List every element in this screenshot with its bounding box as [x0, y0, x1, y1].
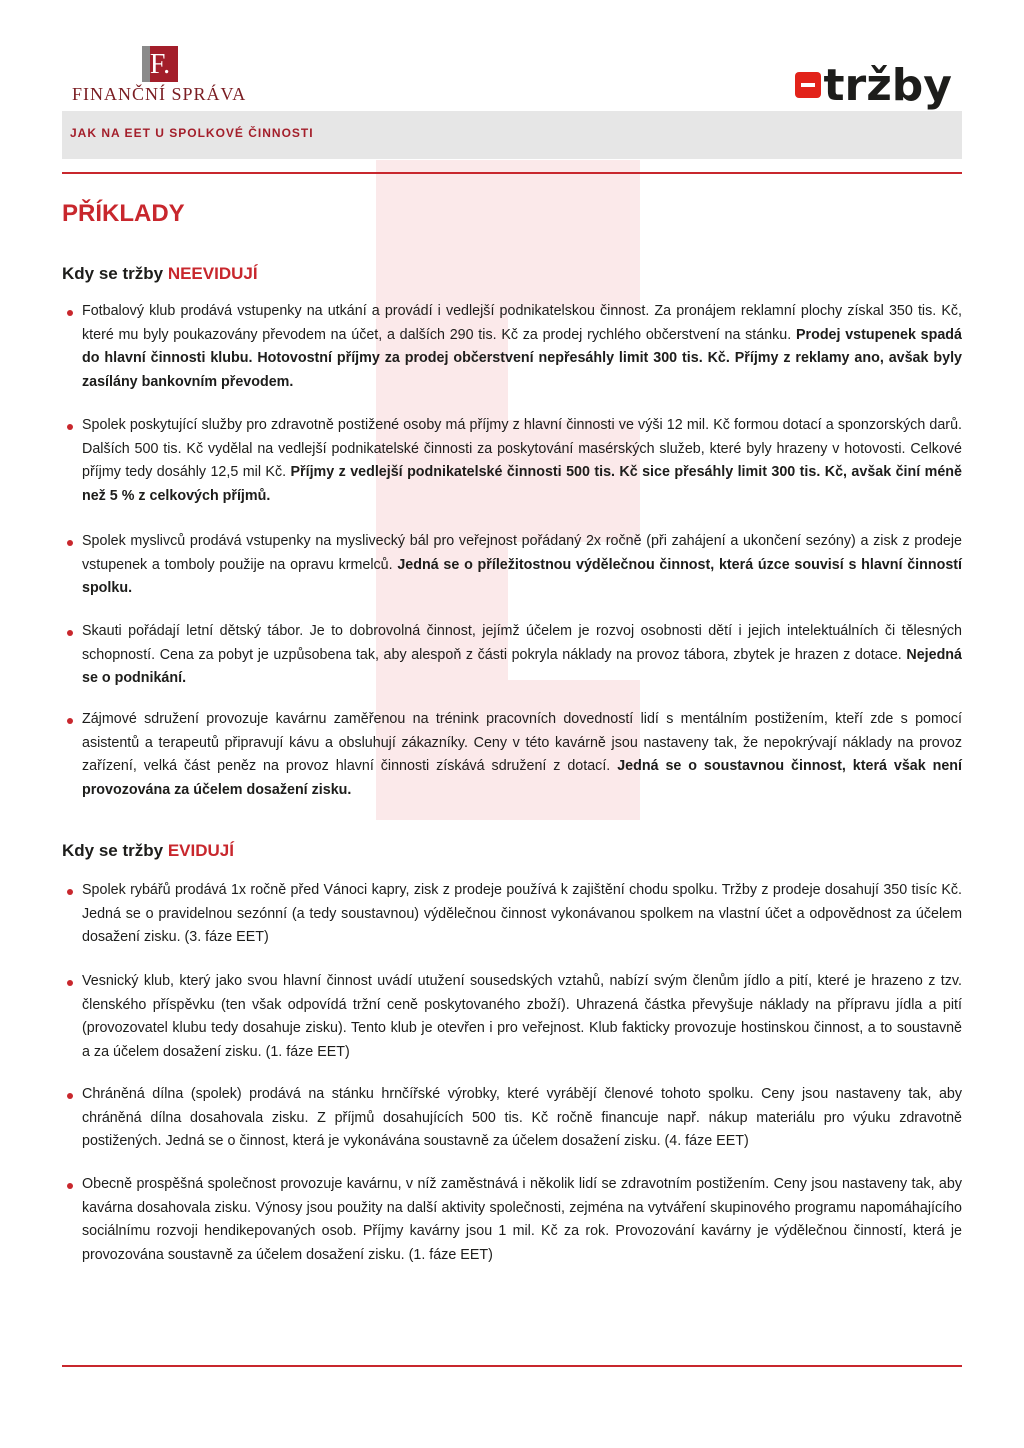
etrzby-logo-text: tržby — [823, 60, 952, 111]
heading-neeviduji: Kdy se tržby NEEVIDUJÍ — [62, 264, 258, 283]
list-item: Skauti pořádají letní dětský tábor. Je to dobrovolná činnost, jejímž účelem je rozvoj osobnosti dětí i jejich intelektuálních či tělesných schopností. Cena za pobyt je uzpůsobena tak, aby alespoň z části pokryla náklady na provoz tábora, zbytek je hrazen z dotace. Nejedná se o podnikání. — [82, 620, 962, 691]
list-item: Fotbalový klub prodává vstupenky na utkání a provádí i vedlejší podnikatelskou činnost. Za pronájem reklamní plochy získal 350 tis. Kč, které mu byly poukazovány převodem na účet, a dalších 290 tis. Kč za prodej rychlého občerstvení na stánku. Prodej vstupenek spadá do hlavní činnosti klubu. Hotovostní příjmy za prodej občerstvení nepřesáhly limit 300 tis. Kč. Příjmy z reklamy ano, avšak byly zasílány bankovním převodem. — [82, 300, 962, 394]
fs-logo-mark: F. — [142, 46, 178, 82]
heading-eviduji: Kdy se tržby EVIDUJÍ — [62, 841, 234, 860]
top-divider — [62, 172, 962, 174]
list-item: Obecně prospěšná společnost provozuje kavárnu, v níž zaměstnává i několik lidí se zdravotním postižením. Ceny jsou nastaveny tak, aby kavárna dosahovala zisku. Výnosy jsou použity na další aktivity společnosti, zejména na vytváření skupinového programu napomáhajícího sociálnímu rozvoji hendikepovaných osob. Příjmy kavárny jsou 1 mil. Kč za rok. Provozování kavárny je výdělečnou činností, která je provozována soustavně za účelem dosažení zisku. (1. fáze EET) — [82, 1173, 962, 1267]
financni-sprava-logo — [72, 46, 252, 106]
list-item: Chráněná dílna (spolek) prodává na stánku hrnčířské výrobky, které vyrábějí členové tohoto spolku. Ceny jsou nastaveny tak, aby chráněná dílna dosahovala zisku. Z příjmů dosahujících 500 tis. Kč ročně financuje např. nákup materiálu pro výuku zdravotně postižených. Jedná se o činnost, která je vykonávána soustavně za účelem dosažení zisku. (4. fáze EET) — [82, 1083, 962, 1154]
list-item: Spolek myslivců prodává vstupenky na myslivecký bál pro veřejnost pořádaný 2x ročně (při zahájení a ukončení sezóny) a zisk z prodeje vstupenek a tomboly použije na opravu krmelců. Jedná se o příležitostnou výdělečnou činnost, která úzce souvisí s hlavní činností spolku. — [82, 530, 962, 601]
list-item: Spolek rybářů prodává 1x ročně před Vánoci kapry, zisk z prodeje používá k zajištění chodu spolku. Tržby z prodeje dosahují 350 tisíc Kč. Jedná se o pravidelnou sezónní (a tedy soustavnou) výdělečnou činnost vykonávanou spolkem na vlastní účet a odpovědnost za účelem dosažení zisku. (3. fáze EET) — [82, 879, 962, 950]
bullet-icon — [67, 310, 73, 316]
page-title: PŘÍKLADY — [62, 200, 185, 227]
bottom-divider — [62, 1365, 962, 1367]
list-item: Spolek poskytující služby pro zdravotně postižené osoby má příjmy z hlavní činnosti ve výši 12 mil. Kč formou dotací a sponzorských darů. Dalších 500 tis. Kč vydělal na vedlejší podnikatelské činnosti za poskytování masérských služeb, které byly hrazeny v hotovosti. Celkové příjmy tedy dosáhly 12,5 mil Kč. Příjmy z vedlejší podnikatelské činnosti 500 tis. Kč sice přesáhly limit 300 tis. Kč, avšak činí méně než 5 % z celkových příjmů. — [82, 414, 962, 508]
section-label: JAK NA EET U SPOLKOVÉ ČINNOSTI — [70, 126, 314, 140]
bullet-icon — [67, 889, 73, 895]
bullet-icon — [67, 1093, 73, 1099]
section-band — [62, 111, 962, 159]
fs-logo-text: FINANČNÍ SPRÁVA — [72, 84, 247, 104]
bullet-icon — [67, 980, 73, 986]
bullet-icon — [67, 1183, 73, 1189]
bullet-icon — [67, 424, 73, 430]
bullet-icon — [67, 718, 73, 724]
bullet-icon — [67, 540, 73, 546]
bullet-icon — [67, 630, 73, 636]
list-item: Zájmové sdružení provozuje kavárnu zaměřenou na trénink pracovních dovedností lidí s mentálním postižením, kteří zde s pomocí asistentů a terapeutů připravují kávu a obsluhují zákazníky. Ceny v této kavárně jsou nastaveny tak, že nepokrývají náklady na provoz zařízení, velká část peněz na provoz hlavní činnosti získává sdružení z dotací. Jedná se o soustavnou činnost, která však není provozována za účelem dosažení zisku. — [82, 708, 962, 802]
etrzby-logo — [795, 52, 952, 111]
etrzby-e-icon — [795, 72, 821, 98]
list-item: Vesnický klub, který jako svou hlavní činnost uvádí utužení sousedských vztahů, nabízí svým členům jídlo a pití, které je hrazeno z tzv. členského příspěvku (ten však odpovídá tržní ceně poskytovaného zboží). Uhrazená částka převyšuje náklady na přípravu jídla a pití (provozovatel klubu tedy dosahuje zisku). Tento klub je otevřen i pro veřejnost. Klub fakticky provozuje hostinskou činnost, a to soustavně a za účelem dosažení zisku. (1. fáze EET) — [82, 970, 962, 1064]
